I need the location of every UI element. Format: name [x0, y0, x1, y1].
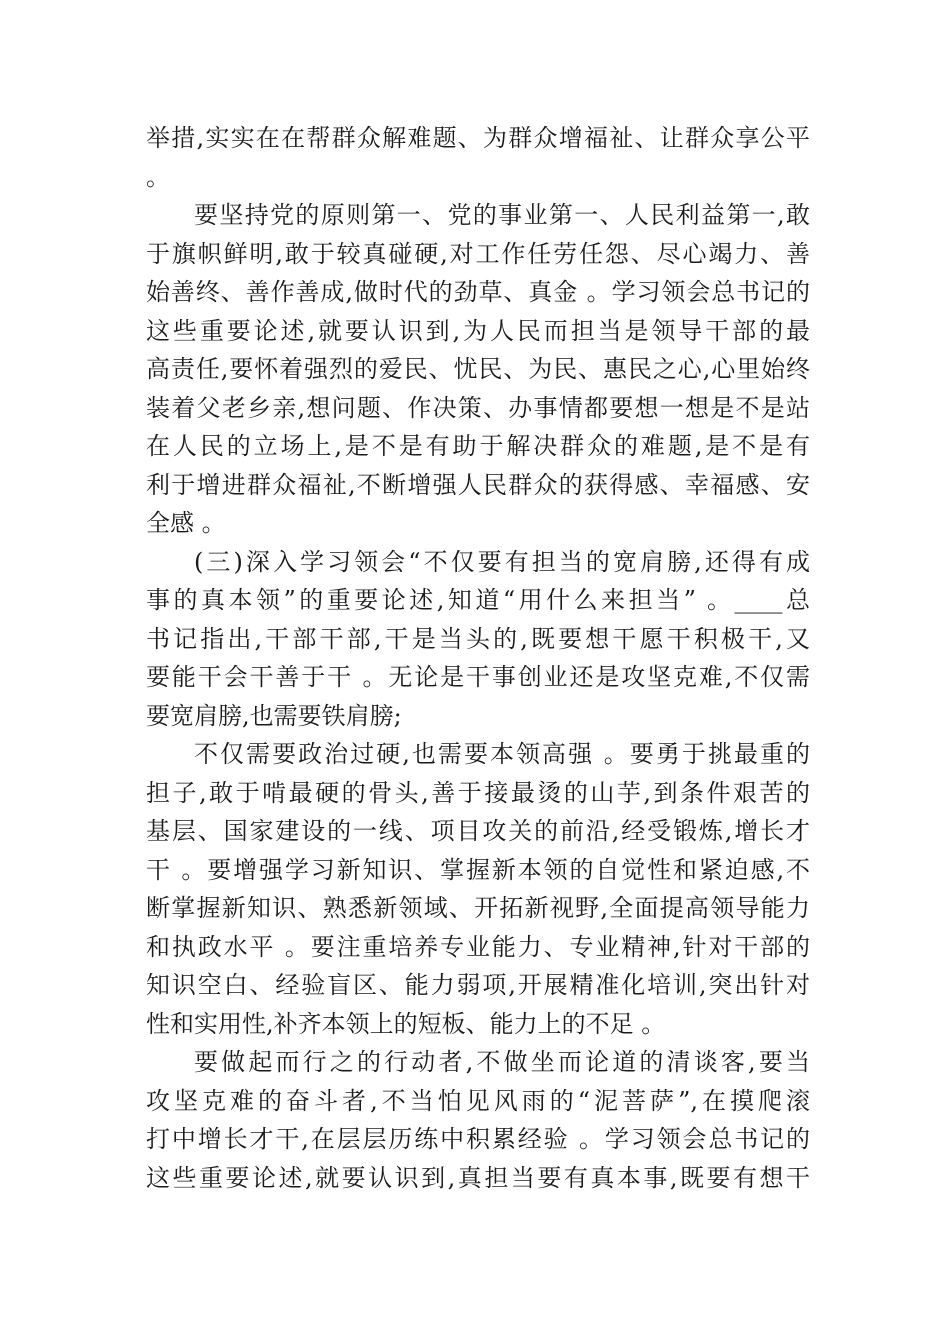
- document-body: [146, 119, 810, 1197]
- text-line: 全感 。: [146, 509, 226, 537]
- text-line: 利于增进群众福祉,不断增强人民群众的获得感、幸福感、安: [146, 470, 810, 499]
- text-line: 事的真本领”的重要论述,知道“用什么来担当” 。____总: [146, 586, 810, 614]
- text-line: 要能干会干善于干 。无论是干事创业还是攻坚克难,不仅需: [146, 663, 810, 691]
- text-line: 要做起而行之的行动者,不做坐而论道的清谈客,要当: [194, 1048, 810, 1076]
- text-line: 要坚持党的原则第一、党的事业第一、人民利益第一,敢: [194, 201, 810, 229]
- text-line: 于旗帜鲜明,敢于较真碰硬,对工作任劳任怨、尽心竭力、善: [146, 239, 810, 268]
- text-line: 攻坚克难的奋斗者,不当怕见风雨的“泥菩萨”,在摸爬滚: [146, 1086, 810, 1115]
- text-line: 举措,实实在在帮群众解难题、为群众增福祉、让群众享公平: [146, 124, 810, 152]
- text-line: 书记指出,干部干部,干是当头的,既要想干愿干积极干,又: [146, 624, 810, 653]
- text-line: 始善终、善作善成,做时代的劲草、真金 。学习领会总书记的: [146, 278, 810, 306]
- text-line: 在人民的立场上,是不是有助于解决群众的难题,是不是有: [146, 432, 810, 460]
- text-line: 担子,敢于啃最硬的骨头,善于接最烫的山芋,到条件艰苦的: [146, 778, 810, 807]
- text-line: 和执政水平 。要注重培养专业能力、专业精神,针对干部的: [146, 932, 810, 961]
- text-line: 这些重要论述,就要认识到,为人民而担当是领导干部的最: [146, 316, 810, 345]
- text-line: 断掌握新知识、熟悉新领域、开拓新视野,全面提高领导能力: [146, 894, 810, 922]
- text-line: (三)深入学习领会“不仅要有担当的宽肩膀,还得有成: [194, 547, 810, 576]
- text-line: 装着父老乡亲,想问题、作决策、办事情都要想一想是不是站: [146, 393, 810, 422]
- text-line: 这些重要论述,就要认识到,真担当要有真本事,既要有想干: [146, 1163, 810, 1192]
- text-line: 性和实用性,补齐本领上的短板、能力上的不足 。: [146, 1009, 666, 1038]
- text-line: 不仅需要政治过硬,也需要本领高强 。要勇于挑最重的: [194, 740, 810, 768]
- text-line: 高责任,要怀着强烈的爱民、忧民、为民、惠民之心,心里始终: [146, 355, 810, 383]
- text-line: 打中增长才干,在层层历练中积累经验 。学习领会总书记的: [146, 1125, 810, 1153]
- text-line: 知识空白、经验盲区、能力弱项,开展精准化培训,突出针对: [146, 971, 810, 999]
- text-line: 要宽肩膀,也需要铁肩膀;: [146, 701, 402, 730]
- text-line: 基层、国家建设的一线、项目攻关的前沿,经受锻炼,增长才: [146, 817, 810, 845]
- text-line: 。: [146, 162, 170, 191]
- text-line: 干 。要增强学习新知识、掌握新本领的自觉性和紧迫感,不: [146, 855, 810, 884]
